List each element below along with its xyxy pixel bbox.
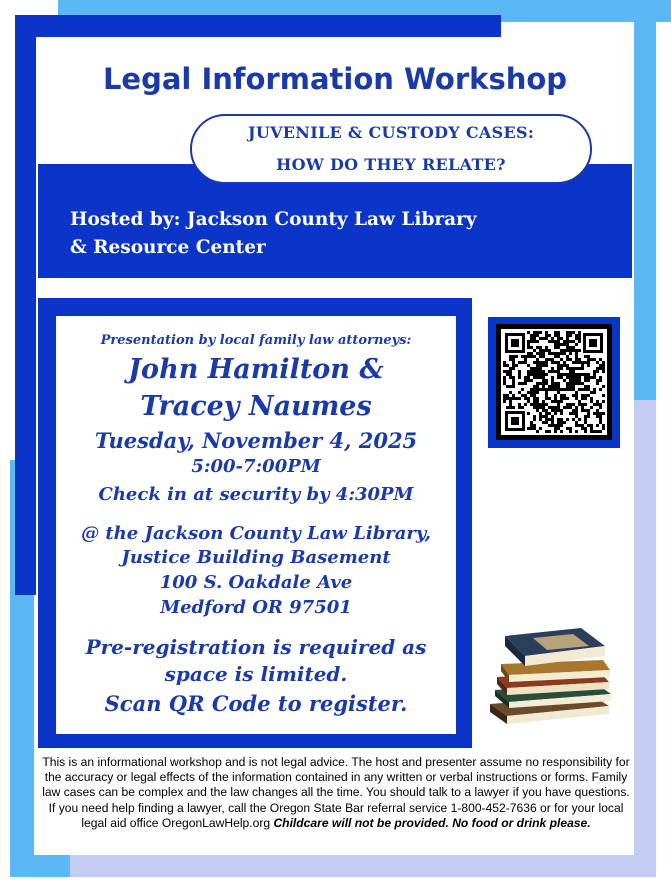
topic-pill [190,114,592,184]
qr-code-icon[interactable] [503,331,605,433]
location-line-3: 100 S. Oakdale Ave [159,572,353,593]
frame-bottom-lavender [34,855,656,877]
location-line-2: Justice Building Basement [121,547,391,568]
location-line-4: Medford OR 97501 [160,597,352,618]
frame-right-lavender [634,400,656,855]
host-line-2: & Resource Center [70,237,266,258]
presenter-1: John Hamilton & [128,354,384,385]
checkin-time: Check in at security by 4:30PM [98,484,414,505]
disclaimer-text: This is an informational workshop and is not legal advice. The host and presenter assume no responsibility for the accuracy or legal effects of the information contained in any written or verbal instructions or forms. Family law cases can be complex and the law changes all the time. You should talk to a lawyer if you have questions. If you need help finding a lawyer, call the Oregon State Bar referral service 1-800-452-7636 or for your local legal aid office OregonLawHelp.org [42,755,630,830]
frame-left-navy [15,15,37,595]
frame-bottom-lightblue [10,855,70,877]
disclaimer [40,755,632,831]
registration-line-3: Scan QR Code to register. [104,691,408,716]
frame-top-navy [15,15,501,37]
disclaimer-notice: Childcare will not be provided. No food or drink please. [273,815,591,830]
flyer-title: Legal Information Workshop [102,62,568,96]
registration-line-2: space is limited. [164,662,348,686]
presented-by: Presentation by local family law attorneys: [100,333,412,348]
presenter-2: Tracey Naumes [140,391,372,422]
event-time: 5:00-7:00PM [191,456,321,477]
books-stack-icon [485,622,620,727]
location-line-1: @ the Jackson County Law Library, [81,523,431,544]
event-date: Tuesday, November 4, 2025 [94,428,418,453]
host-line-1: Hosted by: Jackson County Law Library [70,209,477,230]
topic-line-1: JUVENILE & CUSTODY CASES: [247,123,535,142]
frame-right-lightblue [634,10,656,400]
registration-line-1: Pre-registration is required as [85,635,427,659]
topic-line-2: HOW DO THEY RELATE? [276,155,506,174]
host-text [70,206,590,262]
